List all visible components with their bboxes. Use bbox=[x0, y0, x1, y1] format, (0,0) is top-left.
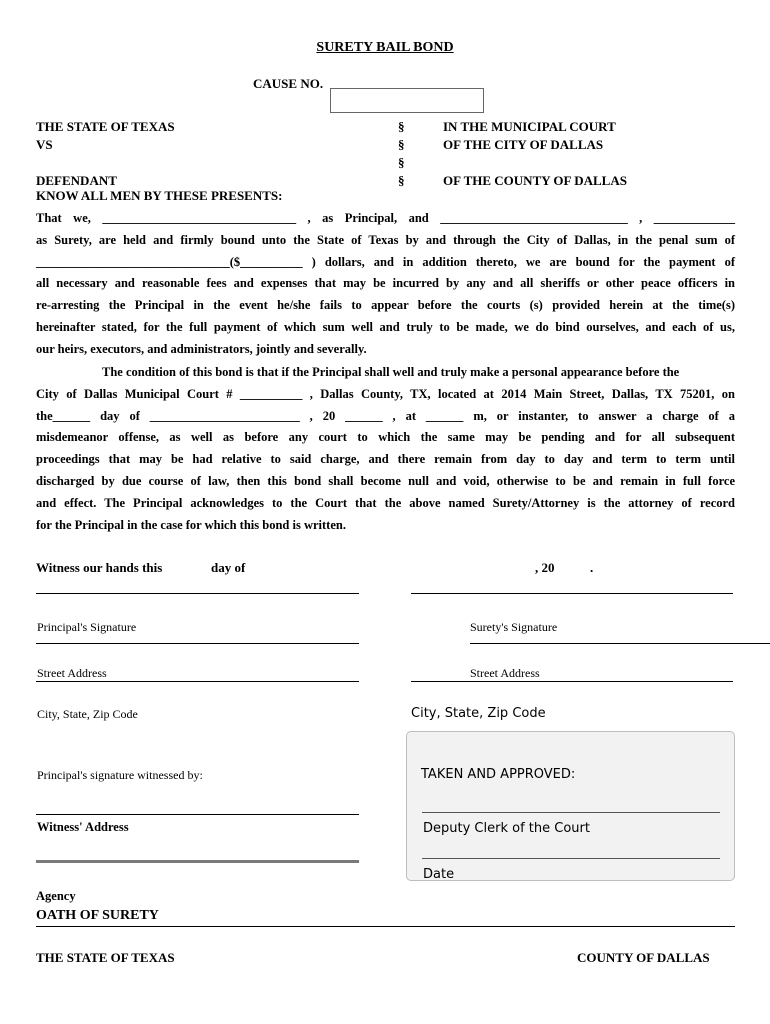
section-symbol: § bbox=[398, 137, 405, 152]
witness-signature-line[interactable] bbox=[36, 814, 359, 815]
approval-date-line[interactable] bbox=[422, 858, 720, 859]
paragraph-line: for the Principal in the case for which this bond is written. bbox=[36, 517, 346, 532]
section-symbol: § bbox=[398, 119, 405, 134]
surety-street-address-label: Street Address bbox=[470, 666, 540, 680]
caption-vs: VS bbox=[36, 137, 53, 152]
agency-label: Agency bbox=[36, 889, 76, 903]
paragraph-line: as Surety, are held and firmly bound unto the State of Texas by and through the City of Dallas, in the penal sum of bbox=[36, 232, 735, 247]
paragraph-line: discharged by due course of law, then this bond shall become null and void, otherwise to be and remain in full force bbox=[36, 473, 735, 488]
oath-of-surety-heading: OATH OF SURETY bbox=[36, 908, 159, 923]
taken-and-approved-panel bbox=[406, 731, 735, 881]
caption-county-of-dallas: OF THE COUNTY OF DALLAS bbox=[443, 173, 627, 188]
principal-address-line[interactable] bbox=[36, 643, 359, 644]
paragraph-line: proceedings that may be had relative to said charge, and there remain from day to day and term to term until bbox=[36, 452, 735, 467]
section-symbol: § bbox=[398, 155, 405, 170]
caption-city-of-dallas: OF THE CITY OF DALLAS bbox=[443, 137, 604, 152]
surety-signature-line[interactable] bbox=[411, 593, 733, 594]
paragraph-line: re-arresting the Principal in the event he/she fails to appear before the courts (s) provided herein at the time(s) bbox=[36, 298, 735, 313]
witness-year: , 20 bbox=[535, 560, 555, 575]
paragraph-line: the______ day of ________________________ , 20 ______ , at ______ m, or instanter, to answer a charge of a bbox=[36, 408, 735, 423]
section-symbol: § bbox=[398, 173, 405, 188]
cause-number-field[interactable] bbox=[330, 88, 484, 113]
principal-street-address-label: Street Address bbox=[37, 666, 107, 680]
surety-signature-label: Surety's Signature bbox=[470, 620, 558, 634]
approval-date-label: Date bbox=[423, 867, 455, 882]
paragraph-line: That we, _______________________________ , as Principal, and ______________________________ , _____________ bbox=[36, 211, 735, 225]
paragraph-line: _______________________________($__________ ) dollars, and in addition thereto, we are bound for the payment of bbox=[36, 254, 735, 269]
principal-city-state-zip-label: City, State, Zip Code bbox=[37, 707, 138, 721]
bond-paragraph-2 bbox=[36, 362, 735, 536]
principal-signature-line[interactable] bbox=[36, 593, 359, 594]
paragraph-line: and effect. The Principal acknowledges to the Court that the above named Surety/Attorney is the attorney of record bbox=[36, 495, 735, 510]
paragraph-line: misdemeanor offense, as well as before any court to which the same may be pending and for all subsequent bbox=[36, 430, 735, 445]
paragraph-line: The condition of this bond is that if the Principal shall well and truly make a personal appearance before the bbox=[102, 365, 680, 379]
principal-signature-label: Principal's Signature bbox=[37, 620, 137, 634]
witness-period: . bbox=[590, 560, 594, 575]
principal-witnessed-by-label: Principal's signature witnessed by: bbox=[37, 768, 203, 782]
witness-prefix: Witness our hands this bbox=[36, 560, 163, 575]
witness-address-line[interactable] bbox=[36, 860, 359, 863]
surety-address-line[interactable] bbox=[470, 643, 770, 644]
oath-county: COUNTY OF DALLAS bbox=[577, 950, 710, 965]
document-title: SURETY BAIL BOND bbox=[316, 40, 454, 55]
surety-city-line[interactable] bbox=[411, 681, 733, 682]
principal-city-line[interactable] bbox=[36, 681, 359, 682]
witness-day-of: day of bbox=[211, 560, 246, 575]
cause-number-label: CAUSE NO. bbox=[253, 76, 324, 91]
witness-address-label: Witness' Address bbox=[37, 820, 129, 834]
deputy-clerk-label: Deputy Clerk of the Court bbox=[423, 821, 590, 836]
approval-signature-line[interactable] bbox=[422, 812, 720, 813]
caption-state: THE STATE OF TEXAS bbox=[36, 119, 175, 134]
caption-municipal-court: IN THE MUNICIPAL COURT bbox=[443, 119, 616, 134]
surety-city-state-zip-label: City, State, Zip Code bbox=[411, 706, 546, 721]
oath-state: THE STATE OF TEXAS bbox=[36, 950, 175, 965]
paragraph-line: hereinafter stated, for the full payment of which sum well and truly to be made, we do bind ourselves, and each of us, bbox=[36, 319, 735, 334]
caption-defendant: DEFENDANT bbox=[36, 173, 117, 188]
paragraph-line: our heirs, executors, and administrators, jointly and severally. bbox=[36, 341, 367, 356]
taken-and-approved-heading: TAKEN AND APPROVED: bbox=[421, 767, 576, 782]
paragraph-line: City of Dallas Municipal Court # __________ , Dallas County, TX, located at 2014 Main Street, Dallas, TX 75201, on bbox=[36, 386, 735, 401]
know-all-men-heading: KNOW ALL MEN BY THESE PRESENTS: bbox=[36, 188, 283, 203]
paragraph-line: all necessary and reasonable fees and expenses that may be incurred by any and all sheriffs or other peace officers in bbox=[36, 276, 735, 291]
oath-divider bbox=[36, 926, 735, 927]
bond-paragraph-1 bbox=[36, 208, 735, 361]
